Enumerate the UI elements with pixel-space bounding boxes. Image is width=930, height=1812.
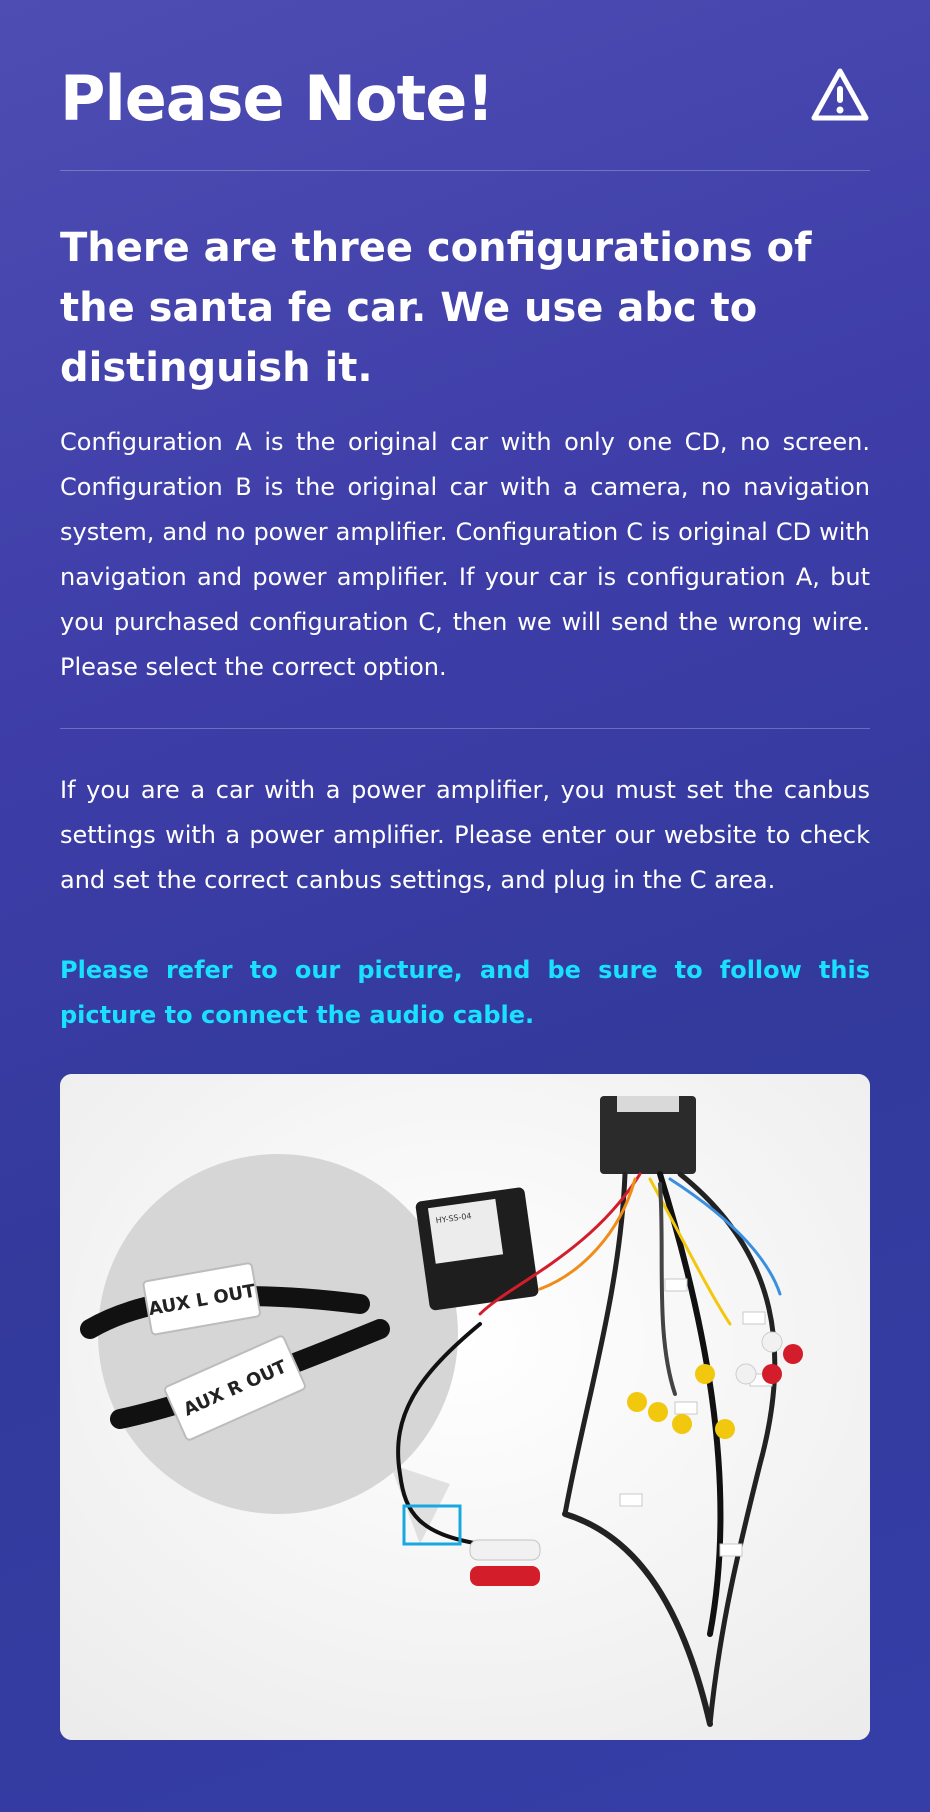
middle-divider <box>60 728 870 729</box>
warning-triangle-icon <box>810 66 870 124</box>
page-header <box>60 50 870 170</box>
top-divider <box>60 170 870 171</box>
audio-cable-note: Please refer to our picture, and be sure to follow this picture to connect the audio cable. <box>60 956 870 1029</box>
page-title: Please Note! <box>60 62 494 135</box>
configuration-heading: There are three configurations of the santa fe car. We use abc to distinguish it. <box>60 225 812 391</box>
module-label: HY-SS-04 <box>435 1211 473 1226</box>
aux-right-label: AUX R OUT <box>180 1356 290 1421</box>
wiring-harness-photo <box>60 1074 870 1740</box>
aux-left-label: AUX L OUT <box>146 1280 258 1321</box>
magnifier-circle <box>98 1154 458 1514</box>
amplifier-paragraph: If you are a car with a power amplifier, you must set the canbus settings with a power amplifier. Please enter our website to check and set the correct canbus settings, and plug in the C area. <box>60 776 870 894</box>
configuration-paragraph: Configuration A is the original car with only one CD, no screen. Configuration B is the original car with a camera, no navigation system, and no power amplifier. Configuration C is original CD with navigation and power amplifier. If your car is configuration A, but you purchased configuration C, then we will send the wrong wire. Please select the correct option. <box>60 428 870 681</box>
wiring-harness-illustration <box>60 1074 870 1740</box>
